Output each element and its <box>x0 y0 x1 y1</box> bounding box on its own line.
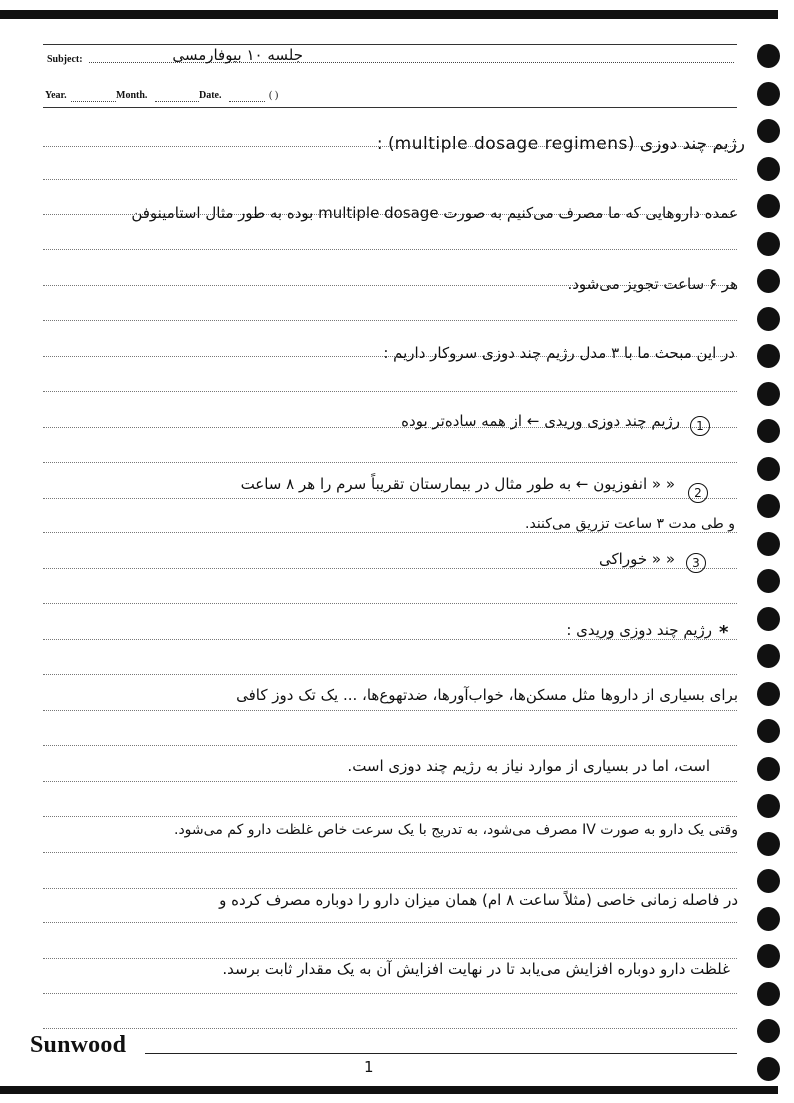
ruled-line <box>43 781 737 782</box>
ruled-line <box>43 249 737 250</box>
binding-hole <box>757 232 780 256</box>
year-label: Year. <box>45 90 67 101</box>
binding-hole <box>757 719 780 743</box>
text-line-8: رژیم چند دوزی وریدی : <box>566 621 712 639</box>
date-label: Date. <box>199 90 222 101</box>
notebook-header <box>43 44 737 108</box>
ruled-line <box>43 674 737 675</box>
ruled-line <box>43 391 737 392</box>
text-line-9: برای بسیاری از داروها مثل مسکن‌ها، خواب‌آورها، ضدتهوع‌ها، ... یک تک دوز کافی <box>236 686 738 704</box>
ruled-line <box>43 958 737 959</box>
date-parens: ( ) <box>269 90 279 101</box>
binding-hole <box>757 794 780 818</box>
binding-hole <box>757 607 780 631</box>
text-line-5: « « انفوزیون ← به طور مثال در بیمارستان تقریباً سرم را هر ۸ ساعت <box>240 475 675 493</box>
binding-hole <box>757 194 780 218</box>
binding-hole <box>757 832 780 856</box>
text-line-3: در این مبحث ما با ۳ مدل رژیم چند دوزی سروکار داریم : <box>383 344 735 362</box>
item-3-marker: 3 <box>686 553 706 573</box>
binding-hole <box>757 532 780 556</box>
heading-line: رژیم چند دوزی (multiple dosage regimens) : <box>376 134 745 154</box>
binding-hole <box>757 157 780 181</box>
spiral-holes <box>753 30 783 1100</box>
ruled-line <box>43 603 737 604</box>
binding-hole <box>757 982 780 1006</box>
top-binding-bar <box>0 10 778 19</box>
ruled-line <box>43 852 737 853</box>
subject-label: Subject: <box>47 54 83 65</box>
binding-hole <box>757 344 780 368</box>
binding-hole <box>757 869 780 893</box>
ruled-line <box>43 710 737 711</box>
item-2-marker: 2 <box>688 483 708 503</box>
subject-value: جلسه ۱۰ بیوفارمسی <box>172 46 303 64</box>
ruled-line <box>43 498 737 499</box>
month-label: Month. <box>116 90 148 101</box>
binding-hole <box>757 382 780 406</box>
date-dots <box>229 101 265 102</box>
brand-logo: Sunwood <box>30 1032 127 1058</box>
binding-hole <box>757 1019 780 1043</box>
binding-hole <box>757 457 780 481</box>
binding-hole <box>757 644 780 668</box>
binding-hole <box>757 269 780 293</box>
binding-hole <box>757 569 780 593</box>
ruled-line <box>43 816 737 817</box>
binding-hole <box>757 44 780 68</box>
item-1-marker: 1 <box>690 416 710 436</box>
year-dots <box>71 101 116 102</box>
text-line-10: است، اما در بسیاری از موارد نیاز به رژیم چند دوزی است. <box>347 757 710 775</box>
ruled-line <box>43 745 737 746</box>
text-line-4: رژیم چند دوزی وریدی ← از همه ساده‌تر بوده <box>401 412 680 430</box>
text-line-11: وقتی یک دارو به صورت IV مصرف می‌شود، به تدریج با یک سرعت خاص غلظت دارو کم می‌شود. <box>174 822 738 838</box>
footer-line <box>145 1053 737 1054</box>
binding-hole <box>757 1057 780 1081</box>
text-line-7: « « خوراکی <box>599 550 675 568</box>
bottom-binding-bar <box>0 1086 778 1094</box>
ruled-line <box>43 568 737 569</box>
ruled-line <box>43 320 737 321</box>
binding-hole <box>757 757 780 781</box>
binding-hole <box>757 907 780 931</box>
month-dots <box>155 101 199 102</box>
text-line-12: در فاصله زمانی خاصی (مثلاً ساعت ۸ ام) همان میزان دارو را دوباره مصرف کرده و <box>219 891 738 909</box>
binding-hole <box>757 944 780 968</box>
binding-hole <box>757 307 780 331</box>
text-line-1: عمده داروهایی که ما مصرف می‌کنیم به صورت multiple dosage بوده به طور مثال استامینوفن <box>131 204 738 222</box>
binding-hole <box>757 494 780 518</box>
text-line-6: و طی مدت ۳ ساعت تزریق می‌کنند. <box>525 516 735 532</box>
ruled-line <box>43 179 737 180</box>
binding-hole <box>757 419 780 443</box>
binding-hole <box>757 82 780 106</box>
text-line-2: هر ۶ ساعت تجویز می‌شود. <box>567 275 738 293</box>
binding-hole <box>757 119 780 143</box>
ruled-line <box>43 922 737 923</box>
ruled-line <box>43 993 737 994</box>
text-line-13: غلظت دارو دوباره افزایش می‌یابد تا در نهایت افزایش آن به یک مقدار ثابت برسد. <box>222 960 730 978</box>
ruled-line <box>43 1028 737 1029</box>
ruled-line <box>43 639 737 640</box>
ruled-line <box>43 532 737 533</box>
star-marker: * <box>719 622 729 643</box>
ruled-line <box>43 462 737 463</box>
ruled-line <box>43 888 737 889</box>
page-number: 1 <box>364 1058 374 1076</box>
binding-hole <box>757 682 780 706</box>
